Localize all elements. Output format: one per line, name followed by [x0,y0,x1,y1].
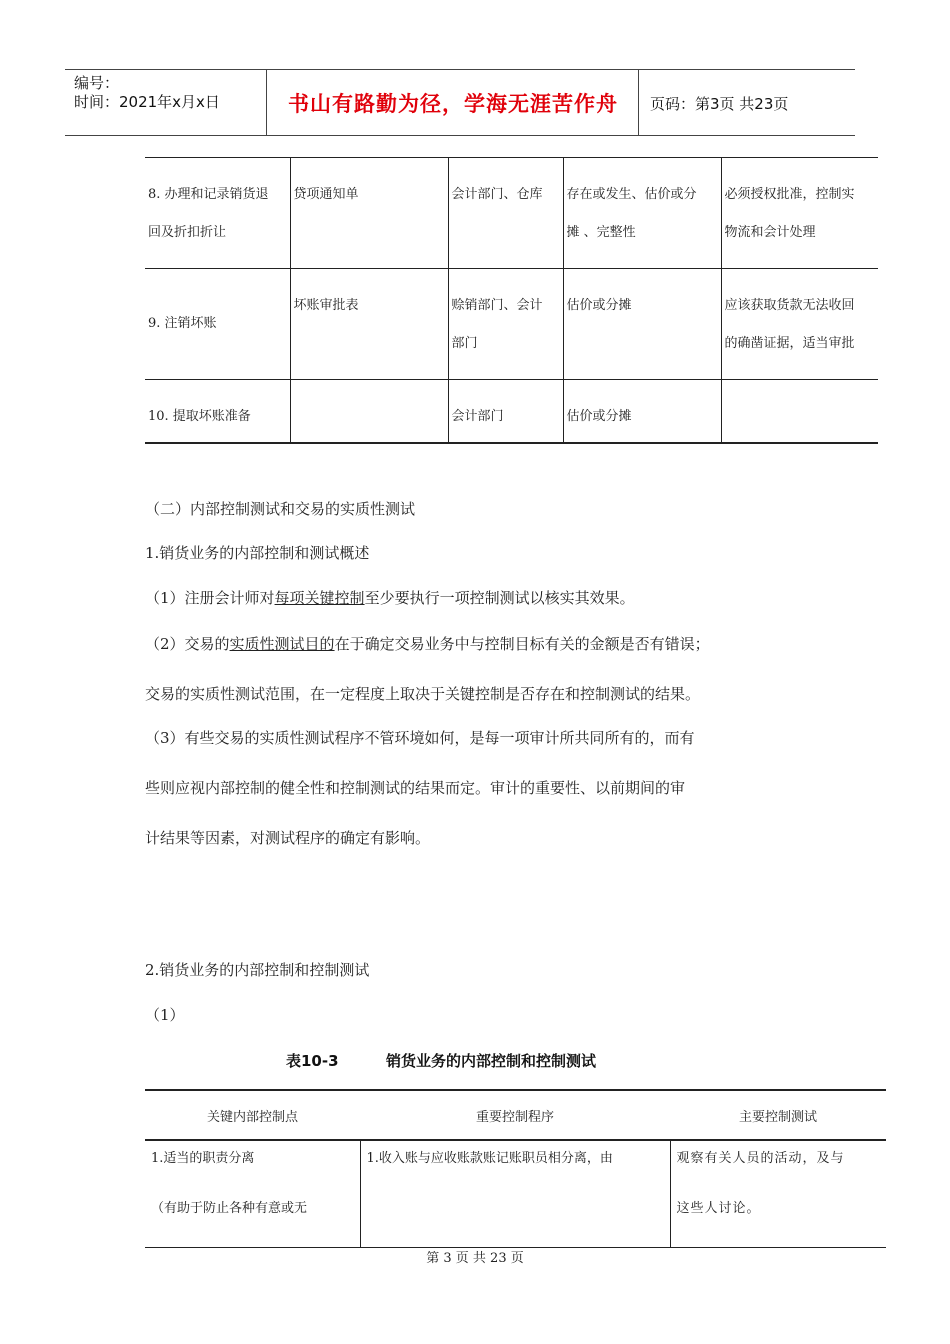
column-header: 主要控制测试 [670,1090,886,1140]
table-cell: 8. 办理和记录销货退 回及折扣折让 [145,158,290,269]
table-cell: 会计部门 [448,380,563,444]
sales-controls-table [145,1089,886,1248]
table-cell: 坏账审批表 [290,269,448,380]
table-row [145,269,878,380]
control-objectives-table [145,157,878,444]
heading-overview: 1.销货业务的内部控制和测试概述 [145,544,370,562]
underlined-term: 每项关键控制 [274,589,365,607]
header-time-label: 时间：2021年x月x日 [74,93,220,111]
table-cell: 1.收入账与应收账款账记账职员相分离，由 [360,1140,670,1248]
column-header: 关键内部控制点 [145,1090,360,1140]
item-label: （1） [145,1006,185,1024]
paragraph-3-line-1: （3）有些交易的实质性测试程序不管环境如何，是每一项审计所共同所有的，而有 [145,729,695,747]
header-divider-left [266,69,267,135]
table-caption-title: 销货业务的内部控制和控制测试 [386,1052,597,1070]
header-code-label: 编号： [74,74,120,92]
table-cell: 必须授权批准，控制实 物流和会计处理 [721,158,878,269]
header-motto: 书山有路勤为径，学海无涯苦作舟 [288,92,618,116]
table-row [145,158,878,269]
table-row [145,380,878,444]
table-cell: 估价或分摊 [563,269,721,380]
column-header: 重要控制程序 [360,1090,670,1140]
table-row [145,1140,886,1248]
table-cell [290,380,448,444]
table-cell: 赊销部门、会计 部门 [448,269,563,380]
table-cell: 观察有关人员的活动，及与 这些人讨论。 [670,1140,886,1248]
table-cell: 10. 提取坏账准备 [145,380,290,444]
header-page-label: 页码：第3页 共23页 [650,95,789,113]
table-cell [721,380,878,444]
heading-controls: 2.销货业务的内部控制和控制测试 [145,961,370,979]
table-cell: 9. 注销坏账 [145,269,290,380]
table-cell: 估价或分摊 [563,380,721,444]
paragraph-1: （1）注册会计师对每项关键控制至少要执行一项控制测试以核实其效果。 [145,589,635,607]
paragraph-2: （2）交易的实质性测试目的在于确定交易业务中与控制目标有关的金额是否有错误； [145,635,710,653]
section-title: （二）内部控制测试和交易的实质性测试 [145,500,416,518]
page-footer: 第 3 页 共 23 页 [426,1251,524,1266]
table-caption-number: 表10-3 [286,1052,339,1070]
table-cell: 应该获取货款无法收回 的确凿证据，适当审批 [721,269,878,380]
paragraph-3-line-2: 些则应视内部控制的健全性和控制测试的结果而定。审计的重要性、以前期间的审 [145,779,686,797]
table-cell: 会计部门、仓库 [448,158,563,269]
underlined-term: 实质性测试目的 [229,635,335,653]
paragraph-3-line-3: 计结果等因素，对测试程序的确定有影响。 [145,829,431,847]
header-top-rule [65,69,855,70]
table-cell: 存在或发生、估价或分 摊 、完整性 [563,158,721,269]
table-cell: 1.适当的职责分离 （有助于防止各种有意或无 [145,1140,360,1248]
header-bottom-rule [65,135,855,136]
table-header-row [145,1090,886,1140]
header-divider-right [638,69,639,135]
paragraph-2-cont: 交易的实质性测试范围，在一定程度上取决于关键控制是否存在和控制测试的结果。 [145,685,701,703]
table-cell: 贷项通知单 [290,158,448,269]
